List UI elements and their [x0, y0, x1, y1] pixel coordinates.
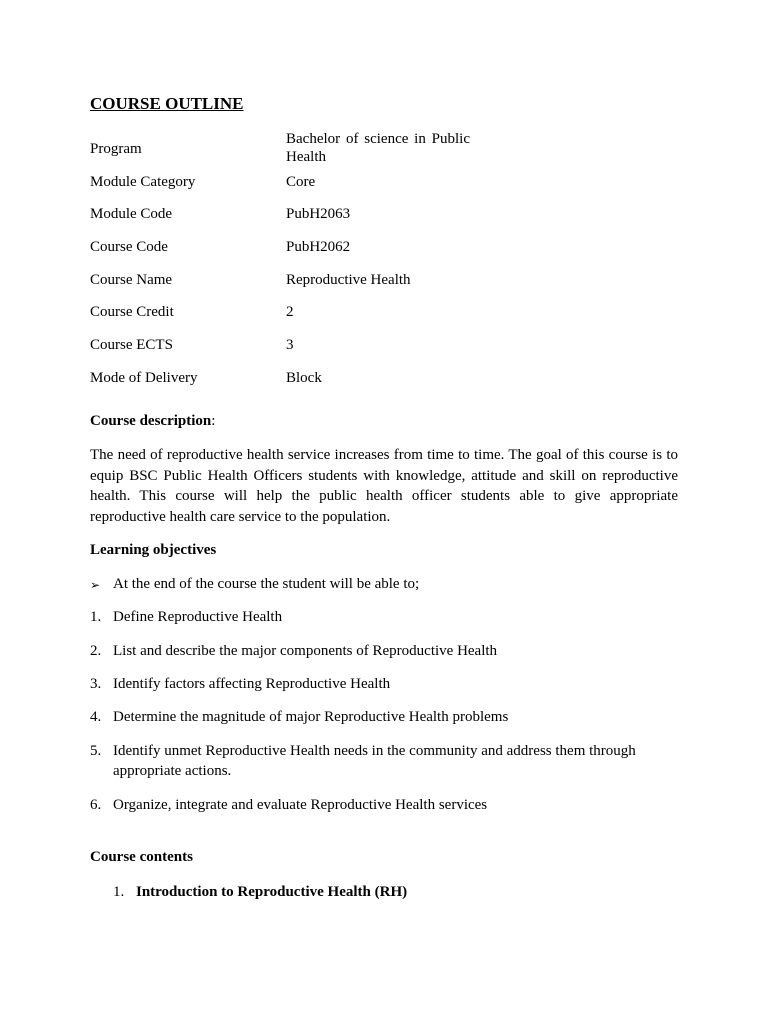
course-description-text: The need of reproductive health service increases from time to time. The goal of this course is to equip BSC Public Health Officers students with knowledge, attitude and skill on reproductive health. This course will help the public health officer students able to give appropriate reproductive health care service to the population.	[90, 447, 678, 525]
objective-text: Identify unmet Reproductive Health needs in the community and address them through appropriate actions.	[113, 743, 636, 779]
content-item	[113, 882, 407, 902]
objective-number: 5.	[90, 743, 102, 759]
info-value: PubH2063	[286, 206, 351, 222]
info-value: Reproductive Health	[286, 272, 411, 288]
info-value: PubH2062	[286, 239, 351, 255]
info-label: Course ECTS	[90, 337, 173, 353]
objective-text: Define Reproductive Health	[113, 609, 283, 625]
info-label: Course Name	[90, 272, 173, 288]
objective-number: 1.	[90, 609, 102, 625]
info-label: Program	[90, 141, 142, 157]
course-description-heading	[90, 412, 215, 430]
info-label: Course Credit	[90, 304, 174, 320]
info-label: Mode of Delivery	[90, 370, 198, 386]
info-value: 3	[286, 337, 294, 353]
objective-number: 3.	[90, 676, 102, 692]
info-label: Module Code	[90, 206, 173, 222]
objectives-intro-text: At the end of the course the student will be able to;	[113, 576, 420, 592]
objective-number: 4.	[90, 709, 102, 725]
document-page	[90, 0, 678, 1024]
content-number: 1.	[113, 884, 125, 900]
objective-number: 6.	[90, 797, 102, 813]
info-value: 2	[286, 304, 294, 320]
info-label: Module Category	[90, 174, 196, 190]
arrow-bullet-icon: ➢	[90, 578, 101, 592]
content-text: Introduction to Reproductive Health (RH)	[136, 884, 408, 900]
heading-colon: :	[211, 413, 216, 429]
learning-objectives-heading: Learning objectives	[90, 542, 217, 558]
objective-text: List and describe the major components of Reproductive Health	[113, 643, 498, 659]
info-value: Bachelor of science in Public Health	[286, 131, 470, 165]
objective-text: Determine the magnitude of major Reproductive Health problems	[113, 709, 509, 725]
course-description-heading-text: Course description	[90, 413, 212, 429]
info-label: Course Code	[90, 239, 168, 255]
info-value: Core	[286, 174, 316, 190]
objective-text: Organize, integrate and evaluate Reproductive Health services	[113, 797, 488, 813]
info-value: Block	[286, 370, 322, 386]
course-contents-heading: Course contents	[90, 849, 193, 865]
objective-text: Identify factors affecting Reproductive Health	[113, 676, 391, 692]
page-title: COURSE OUTLINE	[90, 94, 244, 113]
objective-number: 2.	[90, 643, 102, 659]
